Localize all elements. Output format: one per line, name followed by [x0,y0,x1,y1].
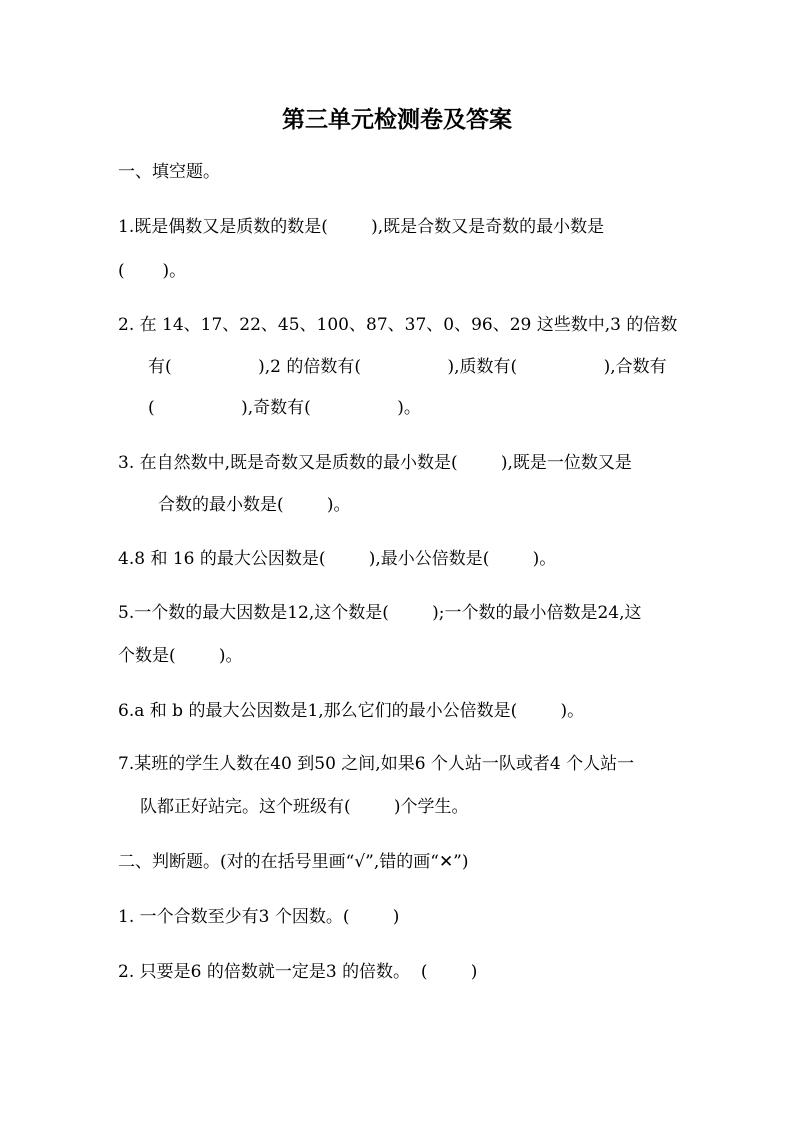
question-1-line-1: 1.既是偶数又是质数的数是( ),既是合数又是奇数的最小数是 [118,217,605,237]
question-1-line-2: ( )。 [118,261,187,281]
question-6-line-1: 6.a 和 b 的最大公因数是1,那么它们的最小公倍数是( )。 [118,701,585,721]
question-3-line-1: 3. 在自然数中,既是奇数又是质数的最小数是( ),既是一位数又是 [118,453,632,473]
section-heading-true-false: 二、判断题。(对的在括号里画“√”,错的画“✕”) [118,852,469,872]
question-7-line-2: 队都正好站完。这个班级有( )个学生。 [140,797,469,817]
page-title: 第三单元检测卷及答案 [282,107,512,133]
question-2-line-1: 2. 在 14、17、22、45、100、87、37、0、96、29 这些数中,3 的倍数 [118,315,678,335]
section-heading-fill-blank: 一、填空题。 [118,162,220,182]
question-4-line-1: 4.8 和 16 的最大公因数是( ),最小公倍数是( )。 [118,549,557,569]
question-7-line-1: 7.某班的学生人数在40 到50 之间,如果6 个人站一队或者4 个人站一 [118,754,635,774]
question-2-line-3: ( ),奇数有( )。 [148,398,421,418]
tf-question-1: 1. 一个合数至少有3 个因数。( ) [118,907,400,927]
tf-question-2: 2. 只要是6 的倍数就一定是3 的倍数。 ( ) [118,962,478,982]
question-3-line-2: 合数的最小数是( )。 [158,495,351,515]
question-5-line-2: 个数是( )。 [118,646,243,666]
question-5-line-1: 5.一个数的最大因数是12,这个数是( );一个数的最小倍数是24,这 [118,603,642,623]
question-2-line-2: 有( ),2 的倍数有( ),质数有( ),合数有 [148,357,667,377]
